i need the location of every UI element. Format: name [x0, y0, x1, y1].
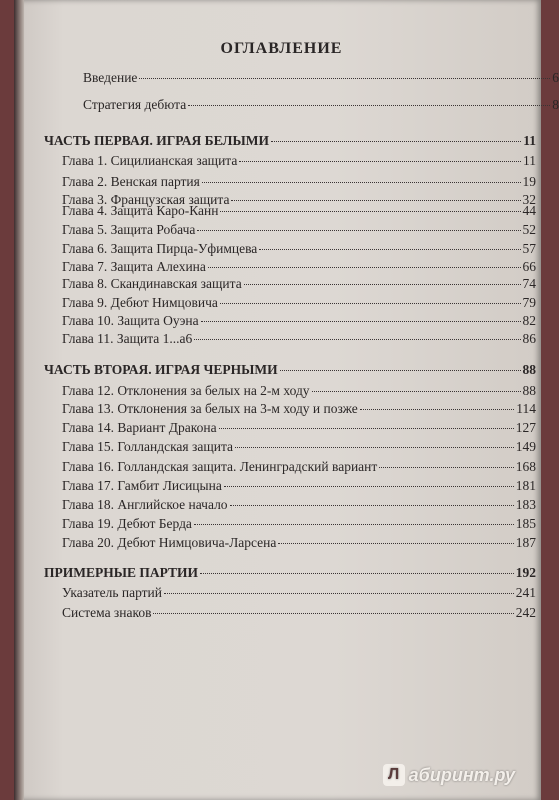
toc-chapter	[62, 420, 536, 437]
toc-part-heading	[44, 133, 536, 150]
toc-page-number: 185	[515, 516, 536, 531]
toc-label: Глава 9. Дебют Нимцовича	[62, 295, 218, 310]
toc-part-heading	[44, 565, 536, 582]
toc-label: Система знаков	[62, 605, 152, 620]
toc-chapter	[62, 222, 536, 239]
toc-chapter	[62, 383, 536, 400]
toc-label: Глава 10. Защита Оуэна	[62, 313, 199, 328]
toc-page-number: 127	[515, 420, 536, 435]
toc-label: Глава 17. Гамбит Лисицына	[62, 478, 222, 493]
dot-leader	[139, 78, 550, 79]
dot-leader	[220, 303, 521, 304]
toc-label: Глава 19. Дебют Берда	[62, 516, 192, 531]
toc-page-number: 8	[552, 97, 559, 112]
toc-item-index	[62, 585, 536, 602]
toc-chapter	[62, 478, 536, 495]
labirint-logo-icon: Л	[383, 764, 405, 786]
toc-page-number: 241	[515, 585, 536, 600]
toc-item-strategy	[83, 97, 559, 114]
toc-page-number: 183	[515, 497, 536, 512]
toc-chapter	[62, 535, 536, 552]
dot-leader	[280, 370, 521, 371]
toc-label: Глава 13. Отклонения за белых на 3-м ходу и позже	[62, 401, 358, 416]
dot-leader	[194, 339, 520, 340]
toc-page-number: 57	[522, 241, 536, 256]
toc-page-number: 74	[522, 276, 536, 291]
toc-label: Глава 4. Защита Каро-Канн	[62, 203, 219, 218]
toc-page-number: 187	[515, 535, 536, 550]
watermark-text: абиринт.ру	[408, 764, 515, 785]
dot-leader	[164, 593, 514, 594]
toc-chapter	[62, 439, 536, 456]
dot-leader	[235, 447, 514, 448]
dot-leader	[153, 613, 513, 614]
toc-page-number: 168	[515, 459, 536, 474]
toc-page-number: 82	[522, 313, 536, 328]
page-title: ОГЛАВЛЕНИЕ	[220, 40, 343, 57]
toc-page-number: 181	[515, 478, 536, 493]
toc-page-number: 11	[523, 133, 536, 148]
toc-page-number: 88	[522, 362, 536, 377]
toc-page-number: 86	[522, 331, 536, 346]
toc-item-intro	[83, 70, 559, 87]
toc-label: Глава 3. Французская защита	[62, 192, 230, 207]
toc-label: ЧАСТЬ ВТОРАЯ. ИГРАЯ ЧЕРНЫМИ	[44, 362, 278, 377]
dot-leader	[278, 543, 513, 544]
toc-chapter	[62, 203, 536, 220]
toc-chapter	[62, 459, 536, 476]
toc-page-number: 19	[522, 174, 536, 189]
toc-page-number: 6	[552, 70, 559, 85]
toc-label: ПРИМЕРНЫЕ ПАРТИИ	[44, 565, 199, 580]
toc-page-number: 11	[523, 153, 536, 168]
toc-label: Глава 6. Защита Пирца-Уфимцева	[62, 241, 258, 256]
dot-leader	[244, 284, 521, 285]
dot-leader	[202, 182, 521, 183]
dot-leader	[220, 211, 520, 212]
dot-leader	[271, 141, 521, 142]
dot-leader	[208, 267, 521, 268]
toc-chapter	[62, 313, 536, 330]
toc-page-number: 242	[515, 605, 536, 620]
toc-page-number: 114	[516, 401, 536, 416]
toc-chapter	[62, 401, 536, 418]
dot-leader	[231, 200, 520, 201]
toc-chapter	[62, 241, 536, 258]
dot-leader	[200, 573, 514, 574]
dot-leader	[259, 249, 520, 250]
toc-label: Глава 1. Сицилианская защита	[62, 153, 238, 168]
toc-label: Глава 14. Вариант Дракона	[62, 420, 217, 435]
dot-leader	[312, 391, 521, 392]
toc-chapter	[62, 331, 536, 348]
toc-label: Глава 2. Венская партия	[62, 174, 200, 189]
dot-leader	[197, 230, 520, 231]
toc-chapter	[62, 516, 536, 533]
toc-label: Глава 18. Английское начало	[62, 497, 228, 512]
toc-label: Введение	[83, 70, 138, 85]
toc-page-number: 192	[515, 565, 536, 580]
toc-label: Стратегия дебюта	[83, 97, 187, 112]
toc-chapter	[62, 295, 536, 312]
watermark	[383, 762, 515, 788]
toc-label: Глава 5. Защита Робача	[62, 222, 196, 237]
toc-page-number: 79	[522, 295, 536, 310]
toc-item-signs	[62, 605, 536, 622]
toc-chapter	[62, 276, 536, 293]
toc-label: Глава 11. Защита 1...a6	[62, 331, 193, 346]
dot-leader	[230, 505, 514, 506]
dot-leader	[201, 321, 521, 322]
toc-label: Указатель партий	[62, 585, 162, 600]
toc-page-number: 32	[522, 192, 536, 207]
toc-chapter	[62, 497, 536, 514]
book-page	[22, 0, 559, 800]
toc-label: Глава 20. Дебют Нимцовича-Ларсена	[62, 535, 277, 550]
toc-label: ЧАСТЬ ПЕРВАЯ. ИГРАЯ БЕЛЫМИ	[44, 133, 269, 148]
toc-part-heading	[44, 362, 536, 379]
toc-chapter	[62, 174, 536, 191]
toc-page-number: 149	[515, 439, 536, 454]
toc-chapter	[62, 153, 536, 170]
dot-leader	[239, 161, 521, 162]
toc-label: Глава 16. Голландская защита. Ленинградский вариант	[62, 459, 378, 474]
book-binding	[14, 0, 24, 800]
toc-page-number: 52	[522, 222, 536, 237]
dot-leader	[360, 409, 515, 410]
dot-leader	[379, 467, 513, 468]
toc-chapter	[62, 259, 536, 276]
toc-label: Глава 15. Голландская защита	[62, 439, 234, 454]
dot-leader	[188, 105, 550, 106]
toc-label: Глава 8. Скандинавская защита	[62, 276, 242, 291]
dot-leader	[194, 524, 514, 525]
toc-label: Глава 7. Защита Алехина	[62, 259, 206, 274]
toc-page-number: 44	[522, 203, 536, 218]
dot-leader	[224, 486, 514, 487]
toc-label: Глава 12. Отклонения за белых на 2-м ходу	[62, 383, 310, 398]
toc-page-number: 66	[522, 259, 536, 274]
dot-leader	[219, 428, 514, 429]
toc-page-number: 88	[522, 383, 536, 398]
